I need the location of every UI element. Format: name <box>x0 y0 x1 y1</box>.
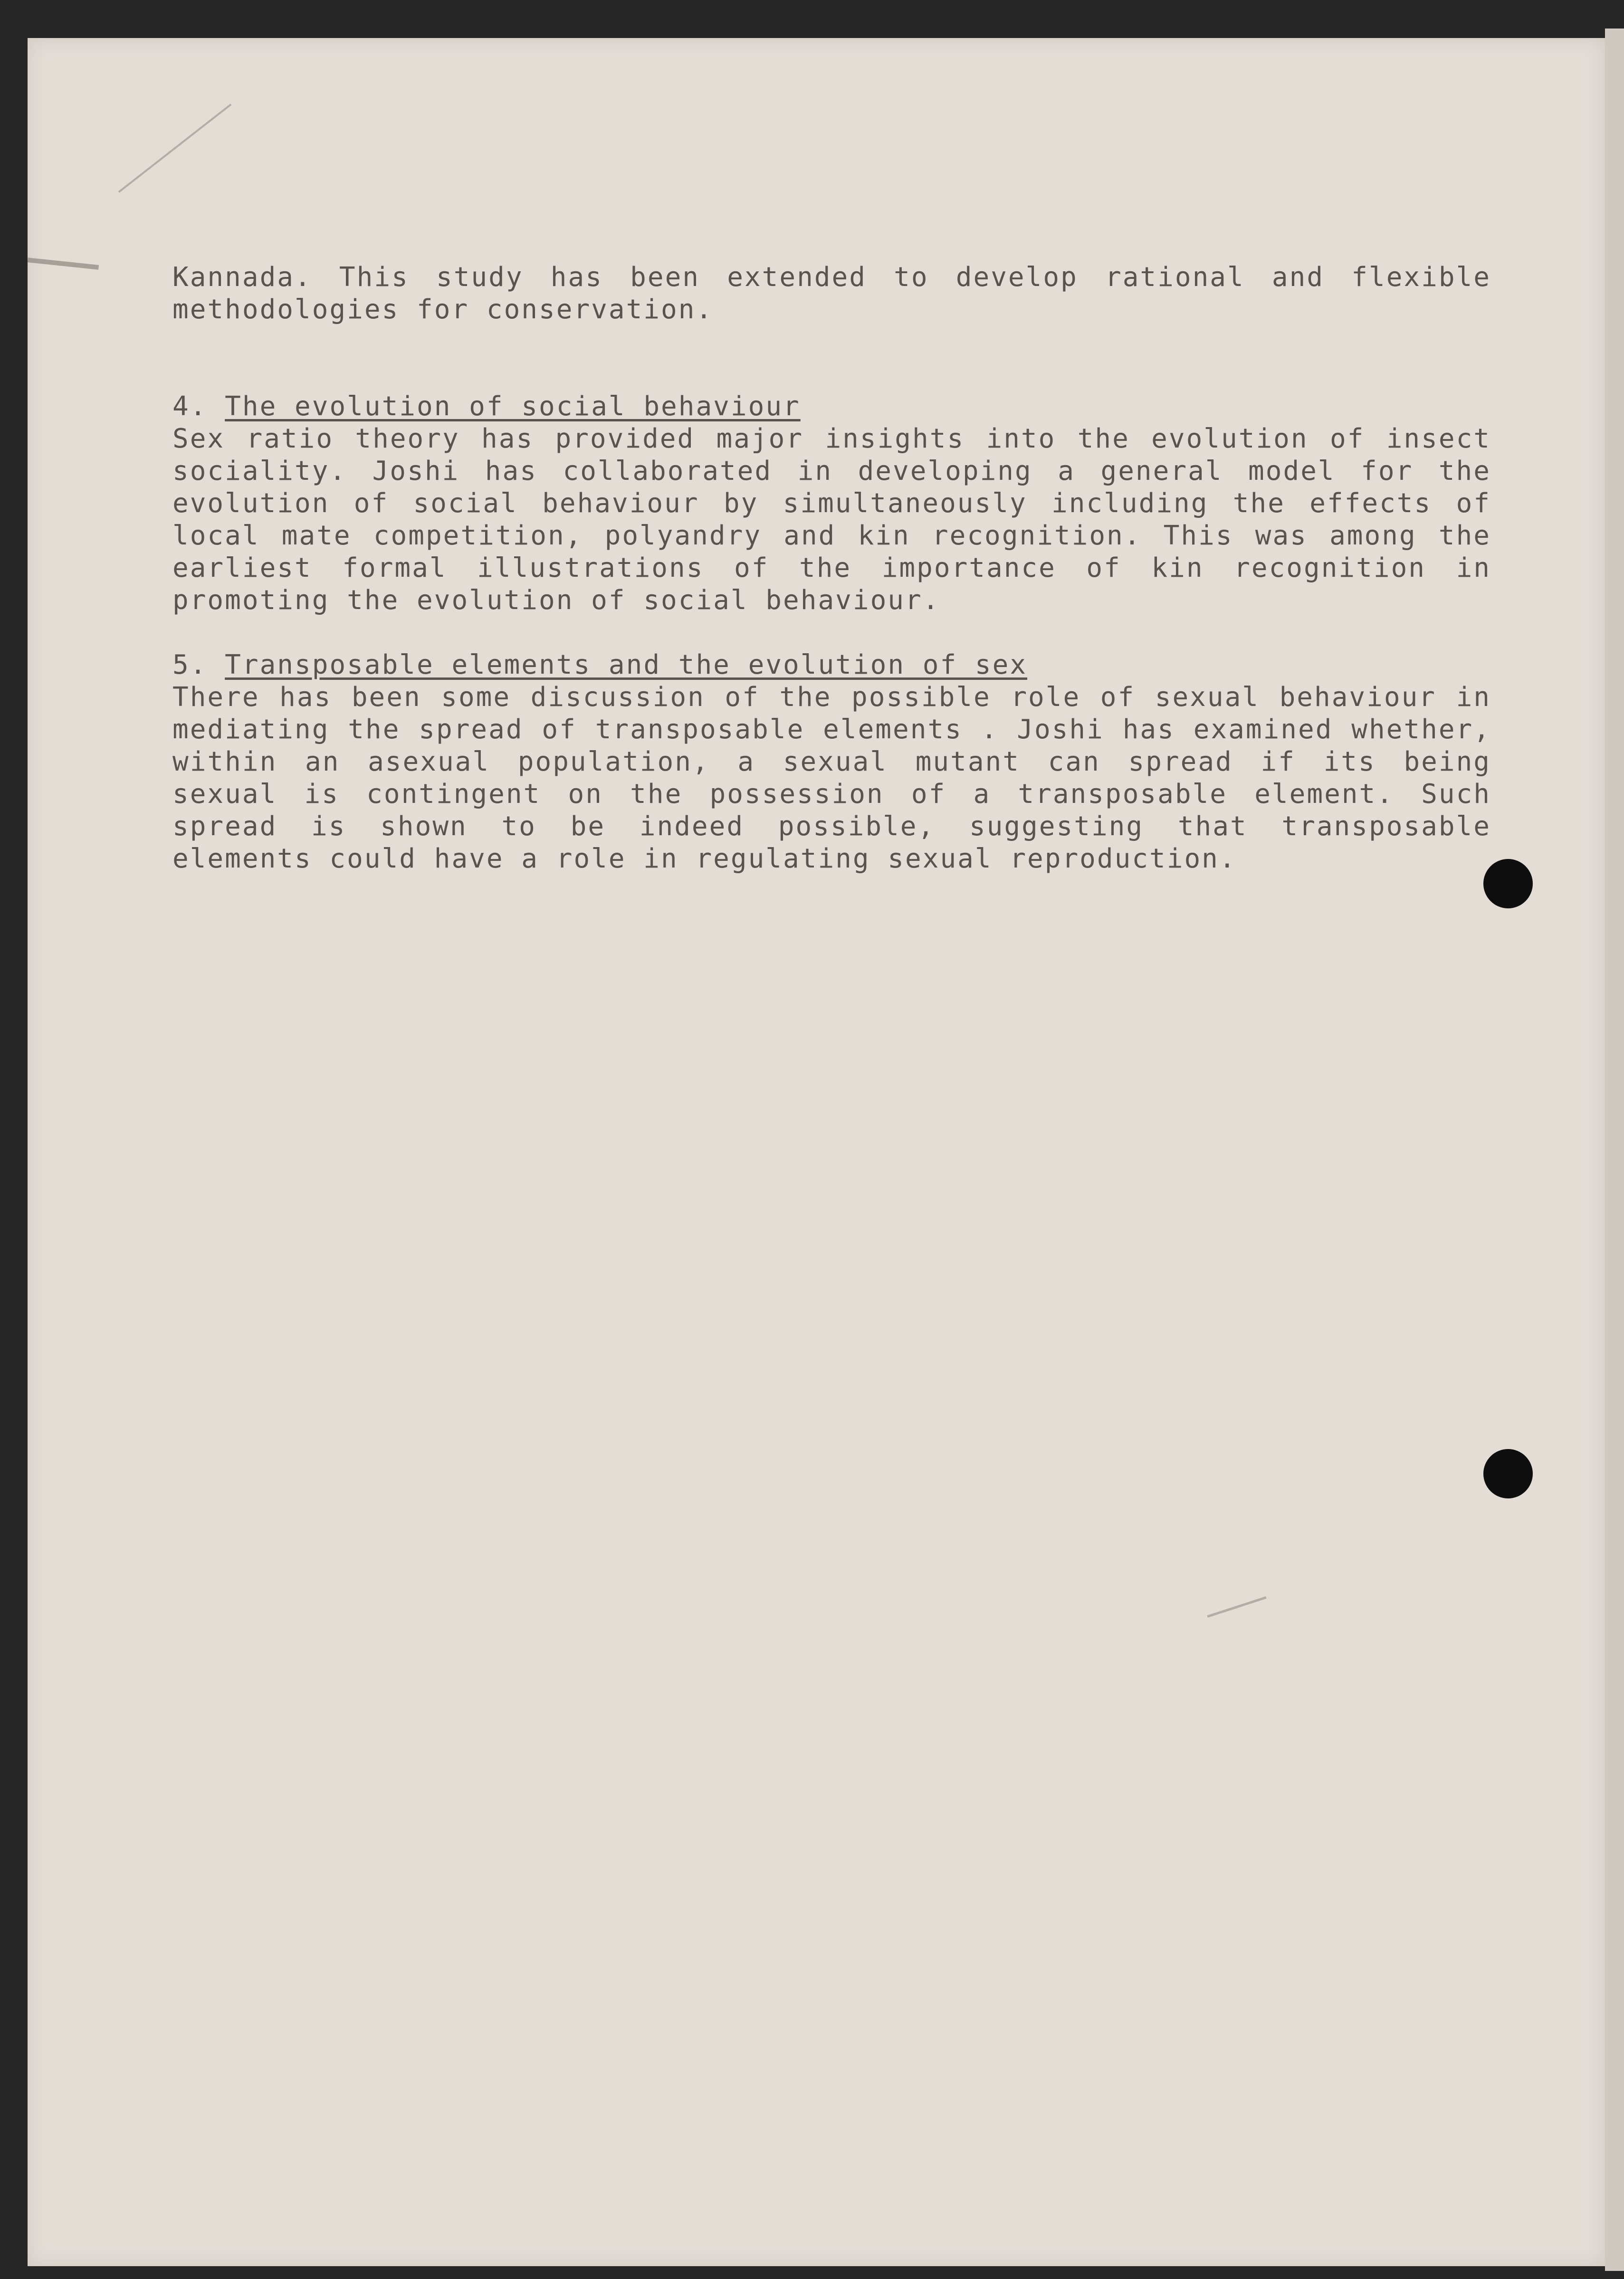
pencil-mark-lower <box>1207 1596 1266 1618</box>
spacer <box>172 617 1491 649</box>
section-title: The evolution of social behaviour <box>225 391 801 422</box>
section-number: 4. <box>172 391 208 422</box>
punch-hole-lower <box>1483 1449 1533 1498</box>
punch-hole-upper <box>1483 859 1533 908</box>
section-heading <box>172 391 1491 423</box>
pencil-mark-top-left <box>118 104 232 193</box>
section-4 <box>172 391 1491 617</box>
document-body <box>172 261 1491 875</box>
intro-paragraph: Kannada. This study has been extended to develop rational and flexible methodologies for conservation. <box>172 262 1491 325</box>
paper-sheet <box>28 38 1605 2266</box>
pencil-mark-left-edge <box>28 257 99 270</box>
section-number: 5. <box>172 649 208 680</box>
section-title: Transposable elements and the evolution of sex <box>225 649 1028 680</box>
section-heading <box>172 649 1491 681</box>
paper-edge-strip <box>1605 29 1624 2271</box>
spacer <box>172 326 1491 391</box>
section-body: Sex ratio theory has provided major insights into the evolution of insect sociality. Joshi has collaborated in developing a general model for the evolution of social behaviour by simultaneously including the effects of local mate competition, polyandry and kin recognition. This was among the earliest formal illustrations of the importance of kin recognition in promoting the evolution of social behaviour. <box>172 423 1491 616</box>
section-body: There has been some discussion of the possible role of sexual behaviour in mediating the spread of transposable elements . Joshi has examined whether, within an asexual population, a sexual mutant can spread if its being sexual is contingent on the possession of a transposable element. Such spread is shown to be indeed possible, suggesting that transposable elements could have a role in regulating sexual reproduction. <box>172 682 1491 874</box>
section-5 <box>172 649 1491 875</box>
